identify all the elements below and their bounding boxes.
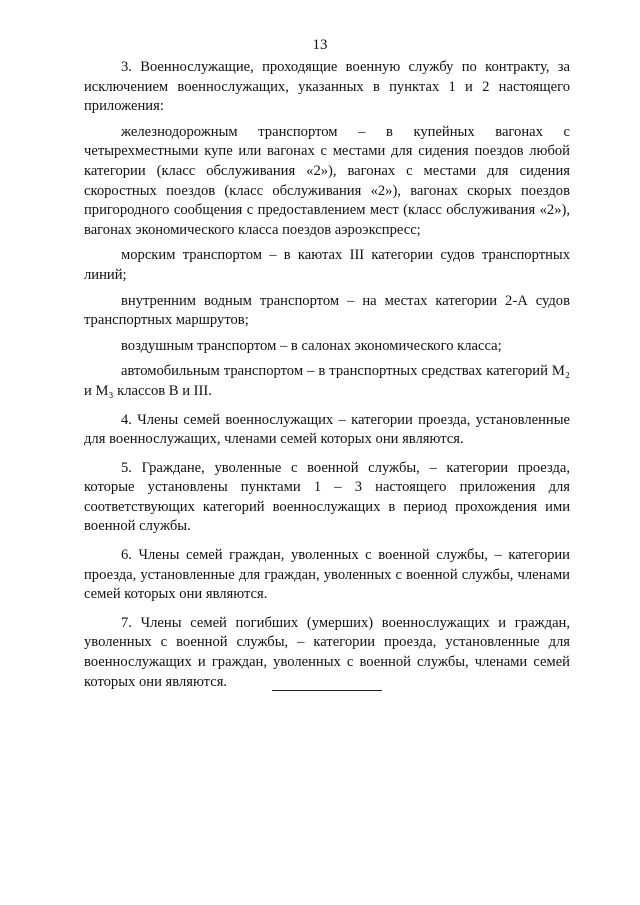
paragraph-6: 6. Члены семей граждан, уволенных с военной службы, – категории проезда, установленные для граждан, уволенных с военной службы, членами семей которых они являются. [84,547,570,603]
paragraph-4: 4. Члены семей военнослужащих – категории проезда, установленные для военнослужащих, членами семей которых они являются. [84,411,570,448]
paragraph-rail: железнодорожным транспортом – в купейных вагонах с четырехместными купе или вагонах с местами для сидения поездов любой категории (класс обслуживания «2»), вагонах с местами для сидения скоростных поездов (класс обслуживания «2»), вагонах скорых поездов пригородного сообщения с предоставлением мест (класс обслуживания «2»), вагонах экономического класса поездов аэроэкспресс; [84,123,570,238]
paragraph-sea: морским транспортом – в каютах III категории судов транспортных линий; [84,247,570,283]
closing-rule [272,690,382,691]
paragraph-air: воздушным транспортом – в салонах экономического класса; [121,337,502,354]
paragraph-auto: автомобильным транспортом – в транспортных средствах категорий M₂ и M₃ классов B и III. [84,363,570,399]
document-body [84,58,570,692]
paragraph-river: внутренним водным транспортом – на местах категории 2-А судов транспортных маршрутов; [84,292,570,329]
paragraph-3: 3. Военнослужащие, проходящие военную службу по контракту, за исключением военнослужащих, указанных в пунктах 1 и 2 настоящего приложения: [84,59,570,115]
paragraph-5: 5. Граждане, уволенные с военной службы, – категории проезда, которые установлены пунктами 1 – 3 настоящего приложения для соответствующих категорий военнослужащих в период прохождения ими военной службы. [84,459,570,535]
page-number: 13 [312,37,328,53]
paragraph-7: 7. Члены семей погибших (умерших) военнослужащих и граждан, уволенных с военной службы, – категории проезда, установленные для военнослужащих и граждан, уволенных с военной службы, членами семей которых они являются. [84,614,570,690]
